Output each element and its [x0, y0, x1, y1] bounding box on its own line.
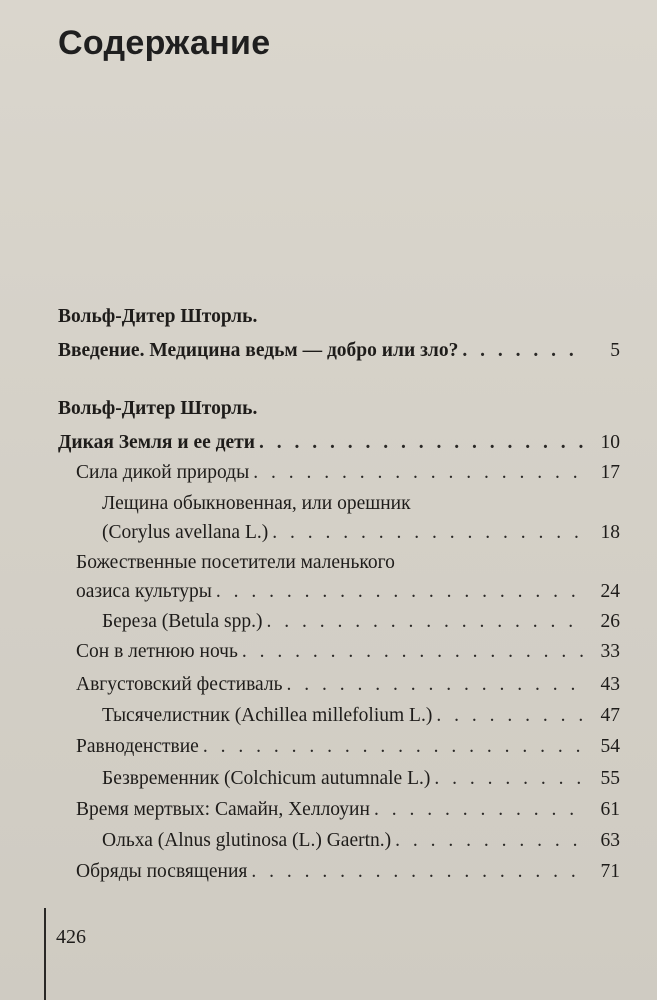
toc-entry-label: Ольха (Alnus glutinosa (L.) Gaertn.): [102, 830, 392, 851]
leader-dots: [462, 340, 584, 362]
toc-entry-label: Время мертвых: Самайн, Хеллоуин: [76, 799, 370, 820]
leader-dots: [253, 462, 584, 484]
leader-dots: [266, 611, 584, 633]
leader-dots: [395, 830, 584, 852]
toc-entry[interactable]: [102, 768, 620, 790]
toc-entry-label: Обряды посвящения: [76, 861, 248, 882]
leader-dots: [259, 432, 584, 454]
toc-entry[interactable]: [102, 522, 620, 544]
toc-entry-page: 43: [600, 674, 620, 695]
toc-entry-label: Сила дикой природы: [76, 462, 250, 483]
toc-entry[interactable]: [76, 799, 620, 821]
toc-entry[interactable]: [76, 581, 620, 603]
toc-entry-page: 18: [600, 522, 620, 543]
toc-entry-page: 54: [600, 736, 620, 757]
toc-entry-label-line: Божественные посетители маленького: [76, 552, 395, 573]
leader-dots: [216, 581, 584, 603]
toc-entry[interactable]: [76, 861, 620, 883]
toc-author: Вольф-Дитер Шторль.: [58, 306, 258, 327]
toc-entry-label: Береза (Betula spp.): [102, 611, 263, 632]
toc-entry-label: оазиса культуры: [76, 581, 212, 602]
toc-entry[interactable]: [76, 641, 620, 663]
toc-entry-label: Равноденствие: [76, 736, 199, 757]
toc-entry[interactable]: [102, 611, 620, 633]
toc-entry-page: 10: [600, 432, 620, 453]
toc-entry[interactable]: [76, 736, 620, 758]
toc-entry-page: 47: [600, 705, 620, 726]
toc-entry[interactable]: [76, 462, 620, 484]
leader-dots: [434, 768, 584, 790]
toc-entry-label: Тысячелистник (Achillea millefolium L.): [102, 705, 433, 726]
leader-dots: [203, 736, 584, 758]
page-title: Содержание: [58, 24, 271, 62]
toc-entry-label: Введение. Медицина ведьм — добро или зло?: [58, 340, 459, 361]
leader-dots: [272, 522, 584, 544]
toc-entry-page: 61: [600, 799, 620, 820]
toc-entry-label: Августовский фестиваль: [76, 674, 283, 695]
toc-entry[interactable]: [58, 340, 620, 362]
toc-entry-label: Безвременник (Colchicum autumnale L.): [102, 768, 431, 789]
show-through-text: [300, 30, 650, 58]
leader-dots: [242, 641, 584, 663]
margin-rule: [44, 908, 46, 1000]
toc-entry-label: (Corylus avellana L.): [102, 522, 269, 543]
toc-entry-page: 55: [600, 768, 620, 789]
toc-author: Вольф-Дитер Шторль.: [58, 398, 258, 419]
toc-entry[interactable]: [102, 830, 620, 852]
leader-dots: [436, 705, 584, 727]
leader-dots: [251, 861, 584, 883]
toc-entry[interactable]: [58, 432, 620, 454]
toc-entry-page: 63: [600, 830, 620, 851]
toc-entry-label: Дикая Земля и ее дети: [58, 432, 255, 453]
toc-entry-page: 33: [600, 641, 620, 662]
leader-dots: [286, 674, 584, 696]
toc-entry-page: 24: [600, 581, 620, 602]
page-number: 426: [56, 926, 86, 948]
toc-entry-page: 71: [600, 861, 620, 882]
toc-entry-label-line: Лещина обыкновенная, или орешник: [102, 493, 411, 514]
toc-entry-label: Сон в летнюю ночь: [76, 641, 238, 662]
toc-entry[interactable]: [76, 674, 620, 696]
leader-dots: [374, 799, 584, 821]
toc-entry-page: 26: [600, 611, 620, 632]
toc-entry-page: 17: [600, 462, 620, 483]
toc-entry-page: 5: [610, 340, 620, 361]
toc-entry[interactable]: [102, 705, 620, 727]
